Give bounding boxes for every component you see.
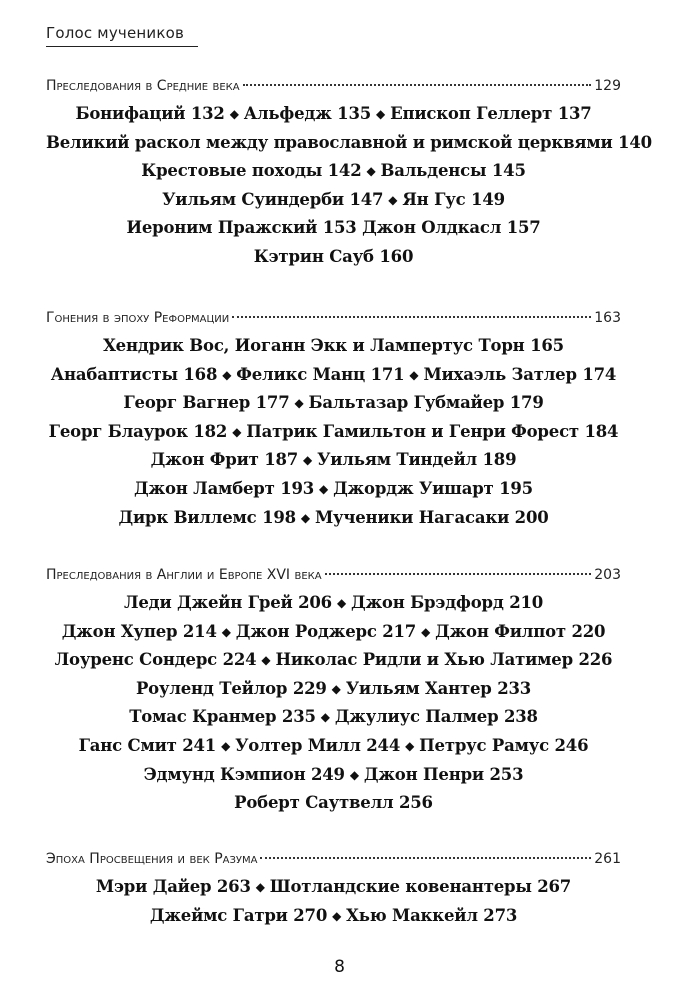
diamond-separator-icon: ◆ xyxy=(221,738,231,753)
diamond-separator-icon: ◆ xyxy=(294,396,304,411)
toc-line xyxy=(46,873,621,902)
toc-entry[interactable]: Ян Гус 149 xyxy=(402,189,505,209)
diamond-separator-icon: ◆ xyxy=(232,424,242,439)
toc-entry[interactable]: Дирк Виллемс 198 xyxy=(118,507,296,527)
toc-entry[interactable]: Джон Хупер 214 xyxy=(61,621,217,641)
toc-section xyxy=(46,76,652,272)
toc-entry[interactable]: Уильям Хантер 233 xyxy=(345,678,532,698)
toc-entry[interactable]: Бонифаций 132 xyxy=(75,104,225,123)
section-title: Преследования в Англии и Европе XVI века xyxy=(46,567,322,583)
toc-entry[interactable]: Уильям Суиндерби 147 xyxy=(162,189,384,209)
toc-entry[interactable]: Георг Блаурок 182 xyxy=(48,421,228,441)
toc-entry[interactable]: Патрик Гамильтон и Генри Форест 184 xyxy=(246,421,619,441)
toc-line xyxy=(46,389,621,418)
toc-line xyxy=(46,332,621,361)
toc-entry[interactable]: Леди Джейн Грей 206 xyxy=(123,593,332,612)
toc-entry[interactable]: Уильям Тиндейл 189 xyxy=(317,450,517,470)
entry-lines xyxy=(46,332,621,532)
diamond-separator-icon: ◆ xyxy=(405,738,415,753)
toc-entry[interactable]: Крестовые походы 142 xyxy=(141,161,362,181)
toc-section xyxy=(46,565,621,818)
toc-line xyxy=(46,243,621,272)
toc-section xyxy=(46,849,621,930)
diamond-separator-icon: ◆ xyxy=(303,453,313,468)
toc-entry[interactable]: Ганс Смит 241 xyxy=(78,735,217,755)
toc-line xyxy=(46,761,621,790)
toc-line xyxy=(46,418,621,447)
toc-entry[interactable]: Мученики Нагасаки 200 xyxy=(314,507,549,527)
toc-entry[interactable]: Джон Фрит 187 xyxy=(150,450,299,470)
toc-entry[interactable]: Хендрик Вос, Иоганн Экк и Лампертус Торн 165 xyxy=(103,336,564,355)
toc-entry[interactable]: Кэтрин Сауб 160 xyxy=(253,246,414,266)
toc-entry[interactable]: Роберт Саутвелл 256 xyxy=(234,793,433,813)
toc-entry[interactable]: Лоуренс Сондерс 224 xyxy=(54,650,257,670)
section-heading[interactable] xyxy=(46,308,621,328)
toc-entry[interactable]: Петрус Рамус 246 xyxy=(419,735,589,755)
diamond-separator-icon: ◆ xyxy=(366,164,376,179)
toc-line xyxy=(46,589,621,618)
toc-line xyxy=(46,475,621,504)
section-page-number: 261 xyxy=(594,851,621,867)
section-heading[interactable] xyxy=(46,565,621,585)
toc-line xyxy=(46,732,621,761)
diamond-separator-icon: ◆ xyxy=(255,880,265,894)
toc-entry[interactable]: Епископ Геллерт 137 xyxy=(390,104,592,123)
toc-line xyxy=(46,902,621,931)
entry-lines xyxy=(46,873,621,930)
dot-leader xyxy=(232,315,591,318)
toc-line xyxy=(46,100,621,129)
toc-entry[interactable]: Феликс Манц 171 xyxy=(236,364,405,384)
running-head-rule xyxy=(46,46,198,47)
toc-entry[interactable]: Иероним Пражский 153 Джон Олдкасл 157 xyxy=(126,218,541,238)
toc-entry[interactable]: Георг Вагнер 177 xyxy=(123,393,290,413)
toc-line xyxy=(46,675,621,704)
toc-line xyxy=(46,646,621,675)
diamond-separator-icon: ◆ xyxy=(409,367,419,382)
diamond-separator-icon: ◆ xyxy=(376,107,386,121)
diamond-separator-icon: ◆ xyxy=(261,653,271,668)
toc-line xyxy=(46,703,621,732)
entry-lines xyxy=(46,589,621,818)
diamond-separator-icon: ◆ xyxy=(421,624,431,639)
toc-entry[interactable]: Хью Маккейл 273 xyxy=(346,905,518,925)
diamond-separator-icon: ◆ xyxy=(319,481,329,496)
toc-entry[interactable]: Михаэль Затлер 174 xyxy=(423,364,617,384)
toc-line xyxy=(46,618,621,647)
dot-leader xyxy=(260,856,591,859)
toc-entry[interactable]: Джулиус Палмер 238 xyxy=(334,707,538,727)
toc-entry[interactable]: Джордж Уишарт 195 xyxy=(333,478,533,498)
page-number: 8 xyxy=(334,957,345,977)
toc-line xyxy=(46,789,621,818)
diamond-separator-icon: ◆ xyxy=(222,367,232,382)
running-head: Голос мучеников xyxy=(46,24,185,42)
toc-line xyxy=(46,361,621,390)
dot-leader xyxy=(325,572,592,575)
toc-line xyxy=(46,214,621,243)
toc-entry[interactable]: Великий раскол между православной и римской церквями 140 xyxy=(46,132,652,152)
section-title: Гонения в эпоху Реформации xyxy=(46,310,230,326)
section-heading[interactable] xyxy=(46,849,621,869)
diamond-separator-icon: ◆ xyxy=(388,192,398,207)
toc-entry[interactable]: Томас Кранмер 235 xyxy=(129,707,316,727)
diamond-separator-icon: ◆ xyxy=(229,107,239,121)
toc-entry[interactable]: Мэри Дайер 263 xyxy=(95,877,251,896)
toc-entry[interactable]: Николас Ридли и Хью Латимер 226 xyxy=(275,650,613,670)
section-title: Эпоха Просвещения и век Разума xyxy=(46,851,258,867)
toc-line xyxy=(46,186,621,215)
toc-entry[interactable]: Роуленд Тейлор 229 xyxy=(135,678,327,698)
section-page-number: 129 xyxy=(594,78,621,94)
section-heading[interactable] xyxy=(46,76,621,96)
toc-entry[interactable]: Джон Ламберт 193 xyxy=(134,478,315,498)
toc-entry[interactable]: Вальденсы 145 xyxy=(380,161,526,181)
toc-entry[interactable]: Джеймс Гатри 270 xyxy=(149,905,328,925)
toc-section xyxy=(46,308,621,532)
toc-entry[interactable]: Анабаптисты 168 xyxy=(50,364,218,384)
toc-entry[interactable]: Альфедж 135 xyxy=(243,104,372,123)
diamond-separator-icon: ◆ xyxy=(300,510,310,525)
toc-entry[interactable]: Джон Пенри 253 xyxy=(363,764,524,784)
toc-line xyxy=(46,157,621,186)
diamond-separator-icon: ◆ xyxy=(349,767,359,782)
toc-entry[interactable]: Бальтазар Губмайер 179 xyxy=(308,393,544,413)
diamond-separator-icon: ◆ xyxy=(336,596,346,610)
diamond-separator-icon: ◆ xyxy=(331,681,341,696)
diamond-separator-icon: ◆ xyxy=(320,710,330,725)
entry-lines xyxy=(46,100,652,272)
toc-entry[interactable]: Эдмунд Кэмпион 249 xyxy=(143,764,345,784)
section-title: Преследования в Средние века xyxy=(46,78,240,94)
diamond-separator-icon: ◆ xyxy=(221,624,231,639)
toc-entry[interactable]: Шотландские ковенантеры 267 xyxy=(269,877,572,896)
toc-line xyxy=(46,446,621,475)
toc-entry[interactable]: Джон Филпот 220 xyxy=(435,621,606,641)
toc-entry[interactable]: Джон Брэдфорд 210 xyxy=(351,593,544,612)
toc-entry[interactable]: Джон Роджерс 217 xyxy=(235,621,417,641)
diamond-separator-icon: ◆ xyxy=(332,908,342,923)
section-page-number: 203 xyxy=(594,567,621,583)
toc-entry[interactable]: Уолтер Милл 244 xyxy=(235,735,401,755)
toc-line xyxy=(46,504,621,533)
toc-line xyxy=(46,129,652,158)
dot-leader xyxy=(243,83,592,86)
section-page-number: 163 xyxy=(594,310,621,326)
